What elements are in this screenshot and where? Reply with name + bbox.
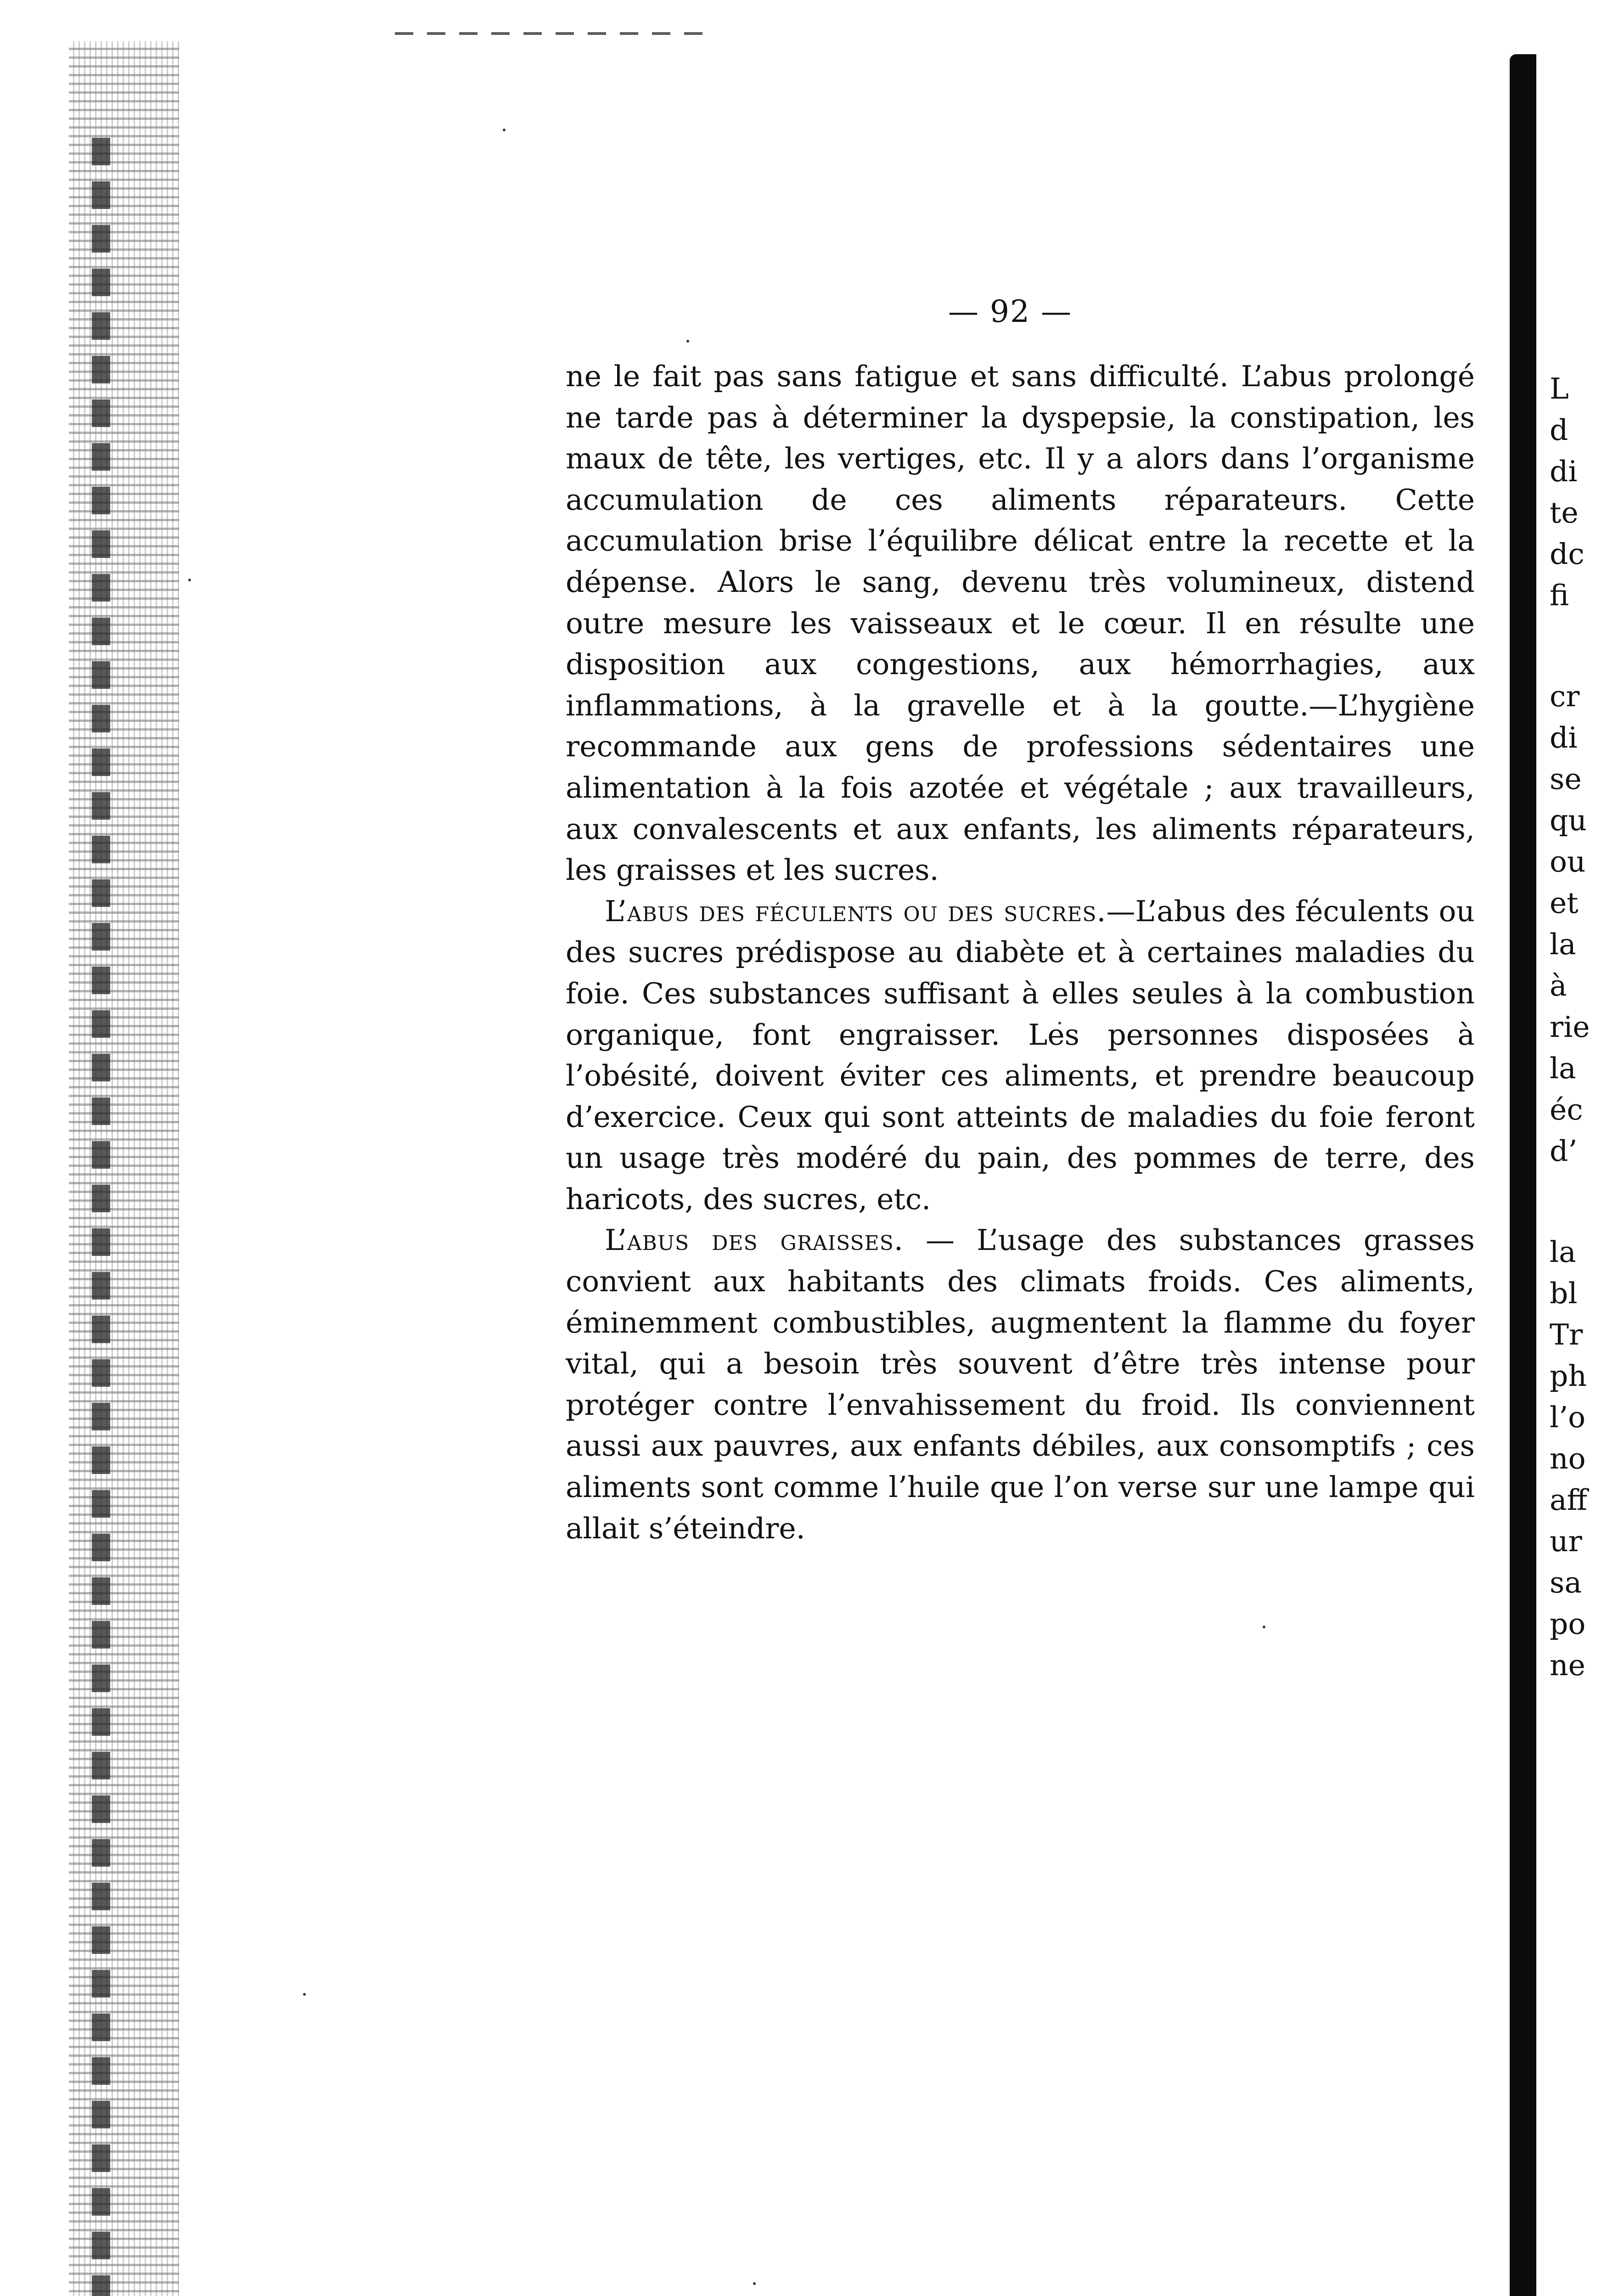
facing-page-line: la <box>1550 1235 1576 1269</box>
section-graisses <box>566 1220 1475 1549</box>
page-number: — 92 — <box>948 294 1072 329</box>
page-body-text <box>566 356 1475 1549</box>
facing-page-line: et <box>1550 886 1579 920</box>
facing-page-line: bl <box>1550 1277 1578 1310</box>
scan-speck <box>753 2282 756 2285</box>
section-body-feculents: —L’abus des féculents ou des sucres prédispose au diabète et à certaines maladies du foie. Ces substances suffisant à elles seules à la combustion organique, font engraisser. Les personnes disposées à l’obésité, doivent éviter ces aliments, et prendre beaucoup d’exercice. Ceux qui sont atteints de maladies du foie feront un usage très modéré du pain, des pommes de terre, des haricots, des sucres, etc. <box>566 894 1475 1216</box>
facing-page-line: cr <box>1550 680 1580 713</box>
facing-page-fragment <box>1550 0 1623 2296</box>
section-body-graisses: — L’usage des substances grasses convient aux habitants des climats froids. Ces aliments, éminemment combustibles, augmentent la flamme du foyer vital, qui a besoin très souvent d’être très intense pour protéger contre l’envahissement du froid. Ils conviennent aussi aux pauvres, aux enfants débiles, aux consomptifs ; ces aliments sont comme l’huile que l’on verse sur une lampe qui allait s’éteindre. <box>566 1223 1475 1545</box>
gutter-shadow-band <box>1510 54 1536 2296</box>
facing-page-line: d <box>1550 413 1568 447</box>
facing-page-line: Tr <box>1550 1318 1583 1351</box>
binding-edge-scan-artifact <box>69 41 179 2296</box>
facing-page-line: rie <box>1550 1010 1590 1044</box>
top-edge-smudge <box>395 32 716 35</box>
facing-page-line: l’o <box>1550 1401 1586 1434</box>
scan-speck <box>303 1993 306 1996</box>
facing-page-line: di <box>1550 455 1578 488</box>
facing-page-line: po <box>1550 1607 1586 1641</box>
facing-page-line: ur <box>1550 1525 1582 1558</box>
facing-page-line: no <box>1550 1442 1586 1475</box>
binding-edge-shadow <box>92 138 110 2296</box>
section-heading-graisses: L’abus des graisses. <box>605 1223 904 1257</box>
facing-page-line: d’ <box>1550 1134 1578 1168</box>
facing-page-line: la <box>1550 928 1576 961</box>
facing-page-line: te <box>1550 496 1579 529</box>
facing-page-line: se <box>1550 762 1582 796</box>
facing-page-line: sa <box>1550 1566 1582 1599</box>
facing-page-line: dc <box>1550 537 1585 571</box>
facing-page-line: aff <box>1550 1483 1588 1517</box>
facing-page-line: ne <box>1550 1649 1585 1682</box>
scan-speck <box>503 129 506 131</box>
paragraph-continuation: ne le fait pas sans fatigue et sans difficulté. L’abus prolongé ne tarde pas à déterminer la dyspepsie, la constipation, les maux de tête, les vertiges, etc. Il y a alors dans l’organisme accumulation de ces aliments réparateurs. Cette accumulation brise l’équilibre délicat entre la recette et la dépense. Alors le sang, devenu très volumineux, distend outre mesure les vaisseaux et le cœur. Il en résulte une disposition aux congestions, aux hémorrhagies, aux inflammations, à la gravelle et à la goutte.—L’hygiène recommande aux gens de professions sédentaires une alimentation à la fois azotée et végétale ; aux travailleurs, aux convalescents et aux enfants, les aliments réparateurs, les graisses et les sucres. <box>566 360 1475 887</box>
facing-page-line: L <box>1550 372 1569 405</box>
facing-page-line: à <box>1550 969 1567 1002</box>
scan-speck <box>1263 1626 1265 1628</box>
facing-page-line: ph <box>1550 1359 1587 1393</box>
scan-speck <box>686 340 689 343</box>
facing-page-line: di <box>1550 721 1578 754</box>
section-heading-feculents: L’abus des féculents ou des sucres. <box>605 894 1107 928</box>
facing-page-line: la <box>1550 1052 1576 1085</box>
facing-page-line: qu <box>1550 804 1587 837</box>
facing-page-line: éc <box>1550 1093 1583 1126</box>
section-feculents <box>566 891 1475 1220</box>
facing-page-line: ou <box>1550 845 1586 878</box>
scan-speck <box>188 579 191 581</box>
facing-page-line: fi <box>1550 579 1569 612</box>
